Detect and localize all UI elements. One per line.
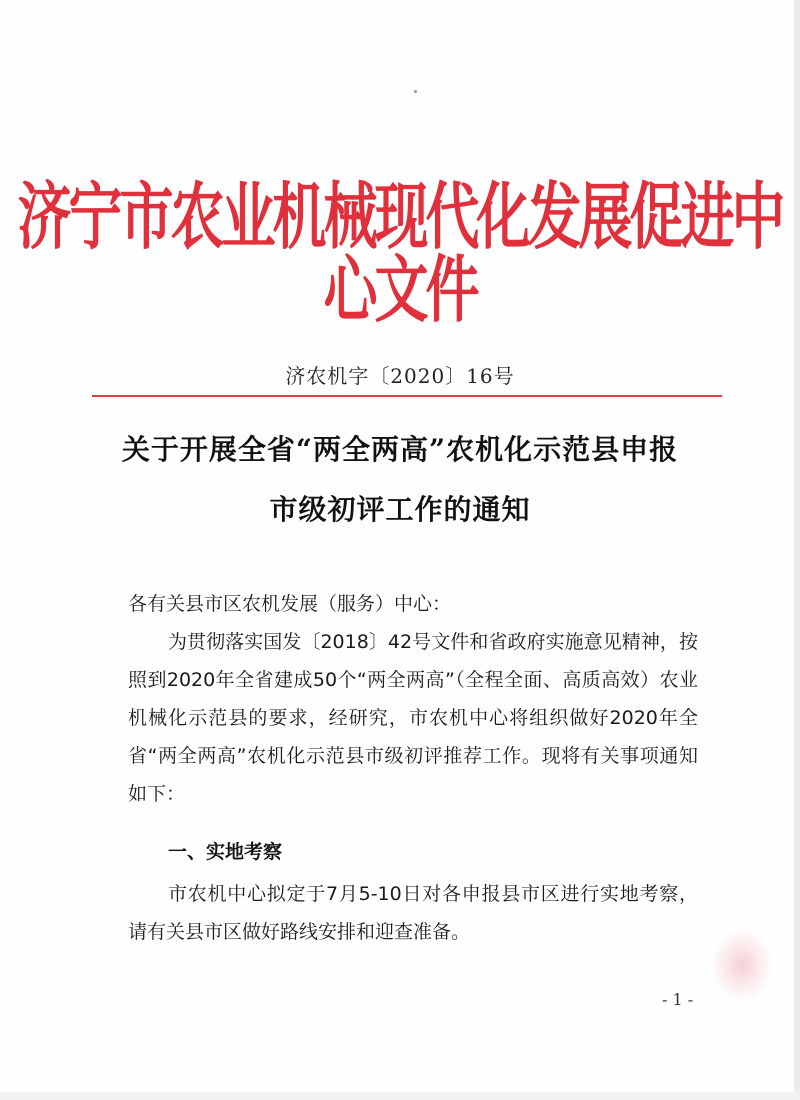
scan-bottom-edge <box>0 1092 800 1100</box>
body-paragraph-2: 市农机中心拟定于7月5-10日对各申报县市区进行实地考察，请有关县市区做好路线安排和迎查准备。 <box>128 883 698 943</box>
stamp-smudge <box>712 930 772 1000</box>
red-divider-line <box>92 395 722 397</box>
body-paragraph-1: 为贯彻落实国发〔2018〕42号文件和省政府实施意见精神，按照到2020年全省建成50个“两全两高”（全程全面、高质高效）农业机械化示范县的要求，经研究，市农机中心将组织做好2020年全省“两全两高”农机化示范县市级初评推荐工作。现将有关事项通知如下： <box>128 631 698 805</box>
notice-title-line2: 市级初评工作的通知 <box>269 493 531 526</box>
scan-speck <box>414 90 417 93</box>
document-number: 济农机字〔2020〕16号 <box>285 364 515 388</box>
section-heading-1: 一、实地考察 <box>168 841 283 863</box>
notice-title-line1: 关于开展全省“两全两高”农机化示范县申报 <box>121 433 679 466</box>
salutation: 各有关县市区农机发展（服务）中心： <box>128 593 452 615</box>
document-header-title: 济宁市农业机械现代化发展促进中心文件 <box>17 173 783 333</box>
scan-edge-shadow <box>794 0 800 1100</box>
page-number: - 1 - <box>662 990 694 1009</box>
